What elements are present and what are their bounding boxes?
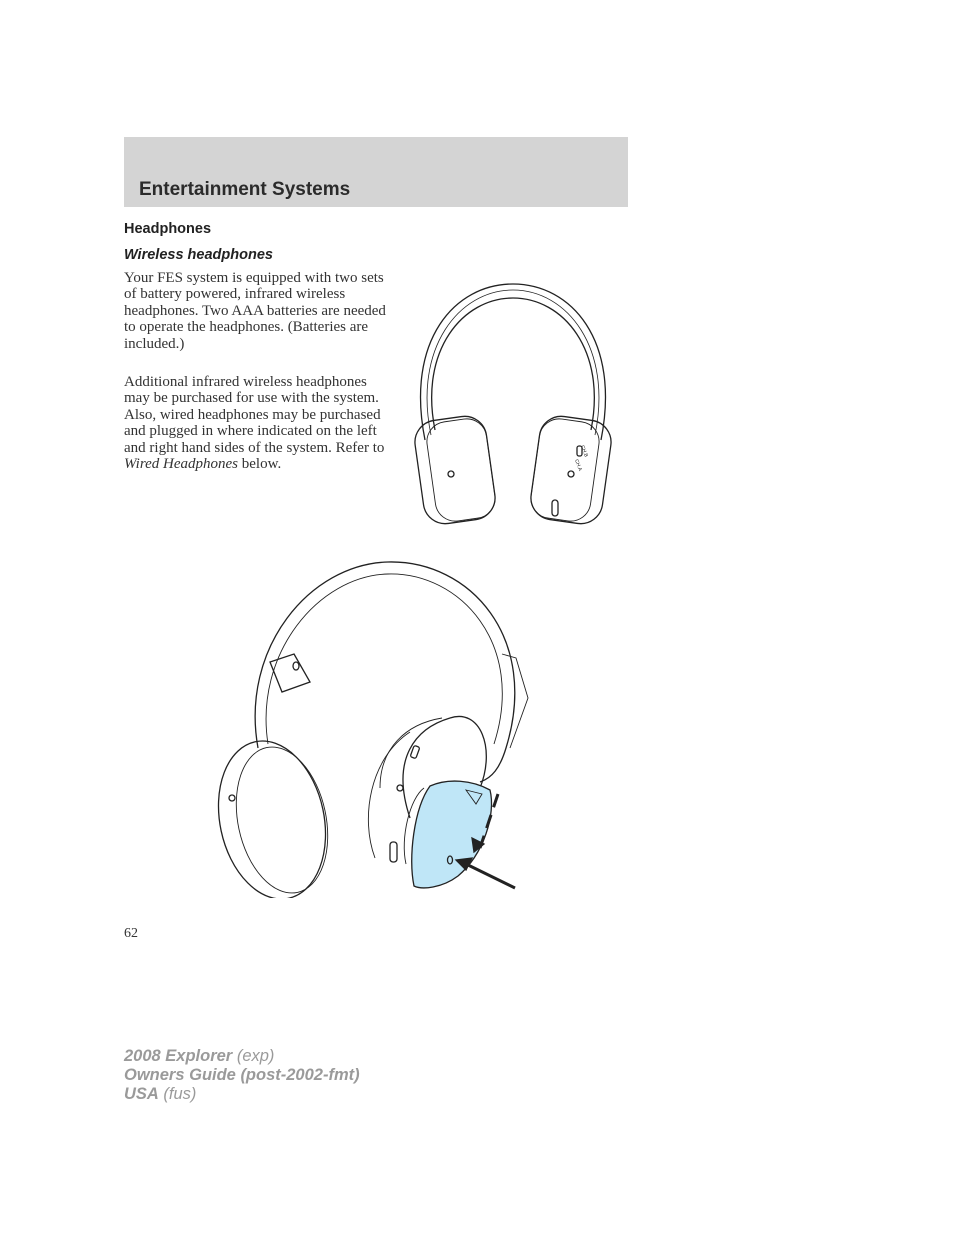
paragraph-additional bbox=[124, 374, 386, 472]
footer-guide: Owners Guide (post-2002-fmt) bbox=[124, 1066, 360, 1084]
paragraph-additional-end: below. bbox=[238, 456, 282, 473]
footer-market: USA bbox=[124, 1085, 159, 1103]
footer-model-code: (exp) bbox=[232, 1047, 275, 1065]
cross-reference-wired-headphones: Wired Headphones bbox=[124, 456, 239, 473]
section-title: Entertainment Systems bbox=[139, 179, 351, 200]
footer-model: 2008 Explorer bbox=[124, 1047, 233, 1065]
channel-label-a: CH.A bbox=[573, 458, 583, 472]
footer-line-2 bbox=[124, 1066, 360, 1085]
heading-wireless-headphones: Wireless headphones bbox=[124, 247, 273, 263]
document-footer bbox=[124, 1047, 360, 1104]
channel-label-b: CH.B bbox=[579, 444, 589, 458]
headphones-side-battery-illustration bbox=[210, 558, 530, 898]
footer-line-3 bbox=[124, 1085, 360, 1104]
heading-headphones: Headphones bbox=[124, 221, 212, 237]
headphones-front-illustration bbox=[405, 280, 621, 526]
page-number: 62 bbox=[124, 926, 138, 941]
paragraph-intro: Your FES system is equipped with two sets of battery powered, infrared wireless headphones. Two AAA batteries are needed to operate the headphones. (Batteries are included.) bbox=[124, 270, 386, 352]
footer-line-1 bbox=[124, 1047, 360, 1066]
paragraph-additional-start: Additional infrared wireless headphones may be purchased for use with the system. Also, wired headphones may be purchased and plugged in where indicated on the left and right hand sides of the system. Refer to bbox=[124, 374, 385, 456]
section-header-band bbox=[124, 137, 628, 207]
footer-market-code: (fus) bbox=[158, 1085, 197, 1103]
